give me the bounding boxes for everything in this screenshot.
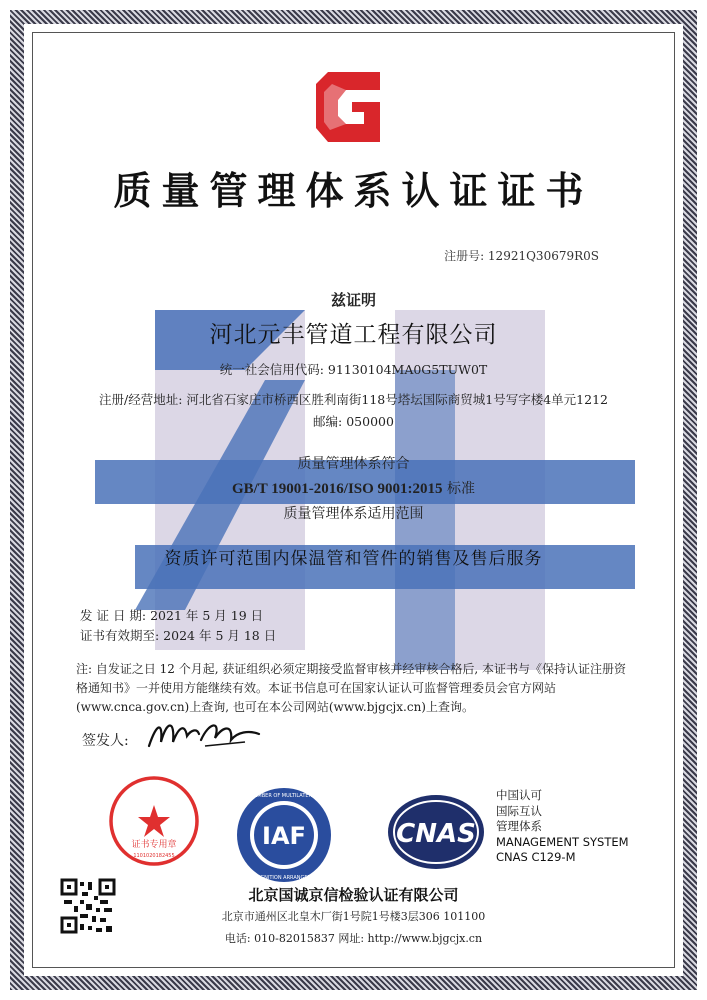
standard-suffix: 标准: [447, 481, 476, 497]
registration-number: 注册号: 12921Q30679R0S: [444, 249, 599, 263]
signature: [145, 712, 265, 756]
iaf-logo-text: IAF: [262, 822, 306, 850]
issuer-contact: 电话: 010-82015837 网址: http://www.bjgcjx.cn: [224, 932, 483, 945]
cnas-logo: [386, 792, 486, 872]
cnas-line: 中国认可: [496, 788, 542, 802]
issuer-name: 北京国诚京信检验认证有限公司: [248, 886, 459, 904]
issuer-address: 北京市通州区北皇木厂街1号院1号楼3层306 101100: [221, 910, 486, 923]
standard-code: GB/T 19001-2016/ISO 9001:2015: [231, 481, 443, 497]
iaf-logo: [234, 785, 334, 885]
seal-bottom-text: 证书专用章: [131, 840, 177, 850]
company-name: 河北元丰管道工程有限公司: [209, 322, 498, 348]
certifier-logo: [316, 72, 392, 142]
standard-line: [0, 478, 707, 498]
valid-until: 证书有效期至: 2024 年 5 月 18 日: [80, 628, 277, 643]
cnas-line: MANAGEMENT SYSTEM: [496, 834, 629, 849]
iaf-top-text: MEMBER OF MULTILATERAL: [249, 793, 319, 799]
registered-address: 注册/经营地址: 河北省石家庄市桥西区胜利南街118号塔坛国际商贸城1号写字楼4单元1212: [99, 392, 608, 407]
certificate-title: 质量管理体系认证证书: [113, 169, 594, 213]
credit-code: 统一社会信用代码: 91130104MA0G5TUW0T: [219, 362, 488, 377]
cnas-line: CNAS C129-M: [496, 850, 576, 864]
conform-label: 质量管理体系符合: [297, 456, 410, 472]
issue-date: 发 证 日 期: 2021 年 5 月 19 日: [80, 608, 264, 623]
seal-number: 1101020182455: [133, 853, 175, 859]
iaf-bottom-text: RECOGNITION ARRANGEMENT: [246, 875, 322, 881]
cnas-line: 管理体系: [496, 819, 542, 833]
postcode: 邮编: 050000: [313, 414, 394, 429]
cnas-logo-text: CNAS: [396, 819, 476, 849]
cnas-description: [496, 788, 629, 866]
signer-label: 签发人:: [82, 733, 129, 749]
certification-scope: 资质许可范围内保温管和管件的销售及售后服务: [164, 549, 543, 569]
cnas-line: 国际互认: [496, 803, 542, 818]
certificate-note: 注: 自发证之日 12 个月起, 获证组织必须定期接受监督审核并经审核合格后, 本证书与《保持认证注册资格通知书》一并使用方能继续有效。本证书信息可在国家认证认可监督管理委员会官方网站(www.cnca.gov.cn)上查询, 也可在本公司网站(www.bjgcjx.cn)上查询。: [76, 662, 627, 714]
certify-heading: 兹证明: [330, 291, 376, 309]
company-seal: [108, 775, 200, 867]
scope-label: 质量管理体系适用范围: [283, 506, 424, 522]
